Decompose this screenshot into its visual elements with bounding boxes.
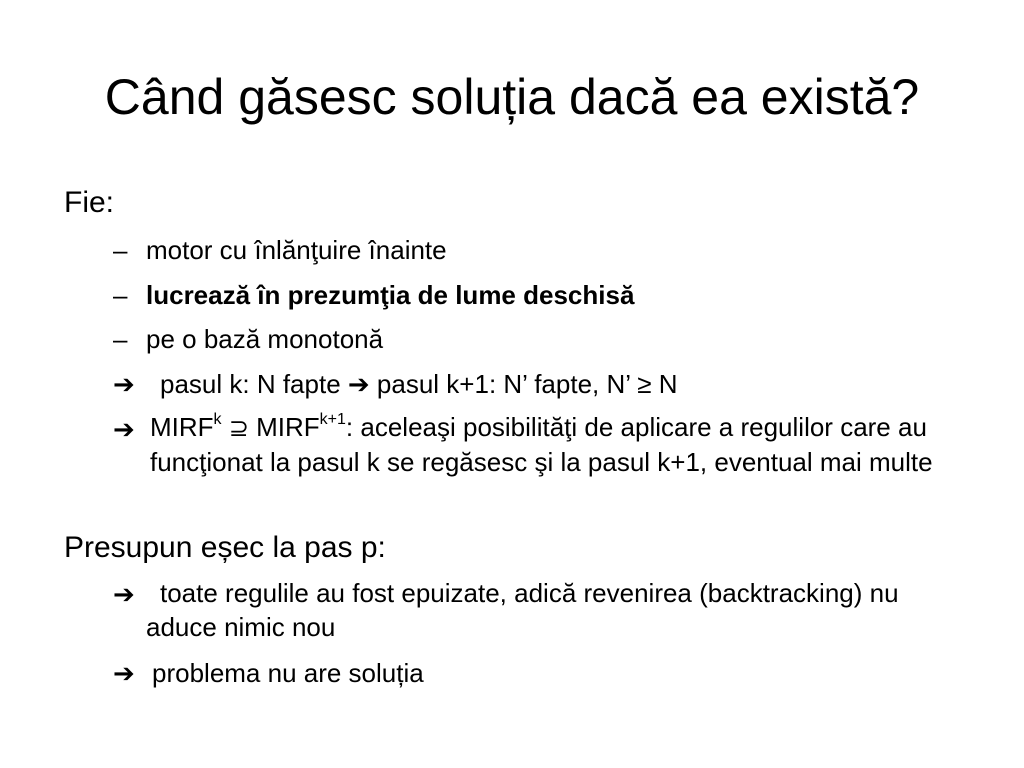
mirf-left: MIRF (150, 412, 214, 442)
arrow-right-icon: ➔ (113, 415, 135, 445)
fie-label: Fie: (64, 186, 115, 219)
presupun-item-problema: problema nu are soluția (152, 658, 424, 688)
supseteq-symbol: ⊇ (228, 414, 249, 442)
arrow-right-icon: ➔ (113, 659, 135, 689)
arrow-right-icon: ➔ (113, 370, 135, 400)
slide-title: Când găsesc soluția dacă ea există? (104, 69, 920, 125)
mirf-description: : aceleaşi posibilităţi de aplicare a regulilor care au funcţionat la pasul k se regăsesc şi la pasul k+1, eventual mai multe (150, 412, 933, 477)
mirf-left-sup: k (213, 411, 222, 428)
presupun-item-reguli: toate regulile au fost epuizate, adică revenirea (backtracking) nu aduce nimic nou (146, 578, 899, 642)
presupun-label: Presupun eșec la pas p: (64, 531, 386, 564)
dash-bullet: – (113, 235, 128, 265)
pasul-k1-text: pasul k+1: N’ fapte, N’ ≥ N (376, 369, 678, 399)
fie-item-motor: motor cu înlănţuire înainte (146, 235, 447, 265)
mirf-right-sup: k+1 (319, 411, 346, 428)
mirf-block (146, 410, 966, 479)
dash-bullet: – (113, 324, 128, 354)
dash-bullet: – (113, 280, 128, 310)
fie-item-baza: pe o bază monotonă (146, 324, 384, 354)
arrow-right-icon: ➔ (347, 370, 370, 400)
mirf-right: MIRF (256, 412, 320, 442)
fie-item-lucreaza: lucrează în prezumţia de lume deschisă (146, 280, 635, 310)
pasul-line (160, 368, 678, 402)
pasul-k-text: pasul k: N fapte (160, 369, 341, 399)
arrow-right-icon: ➔ (113, 580, 135, 610)
